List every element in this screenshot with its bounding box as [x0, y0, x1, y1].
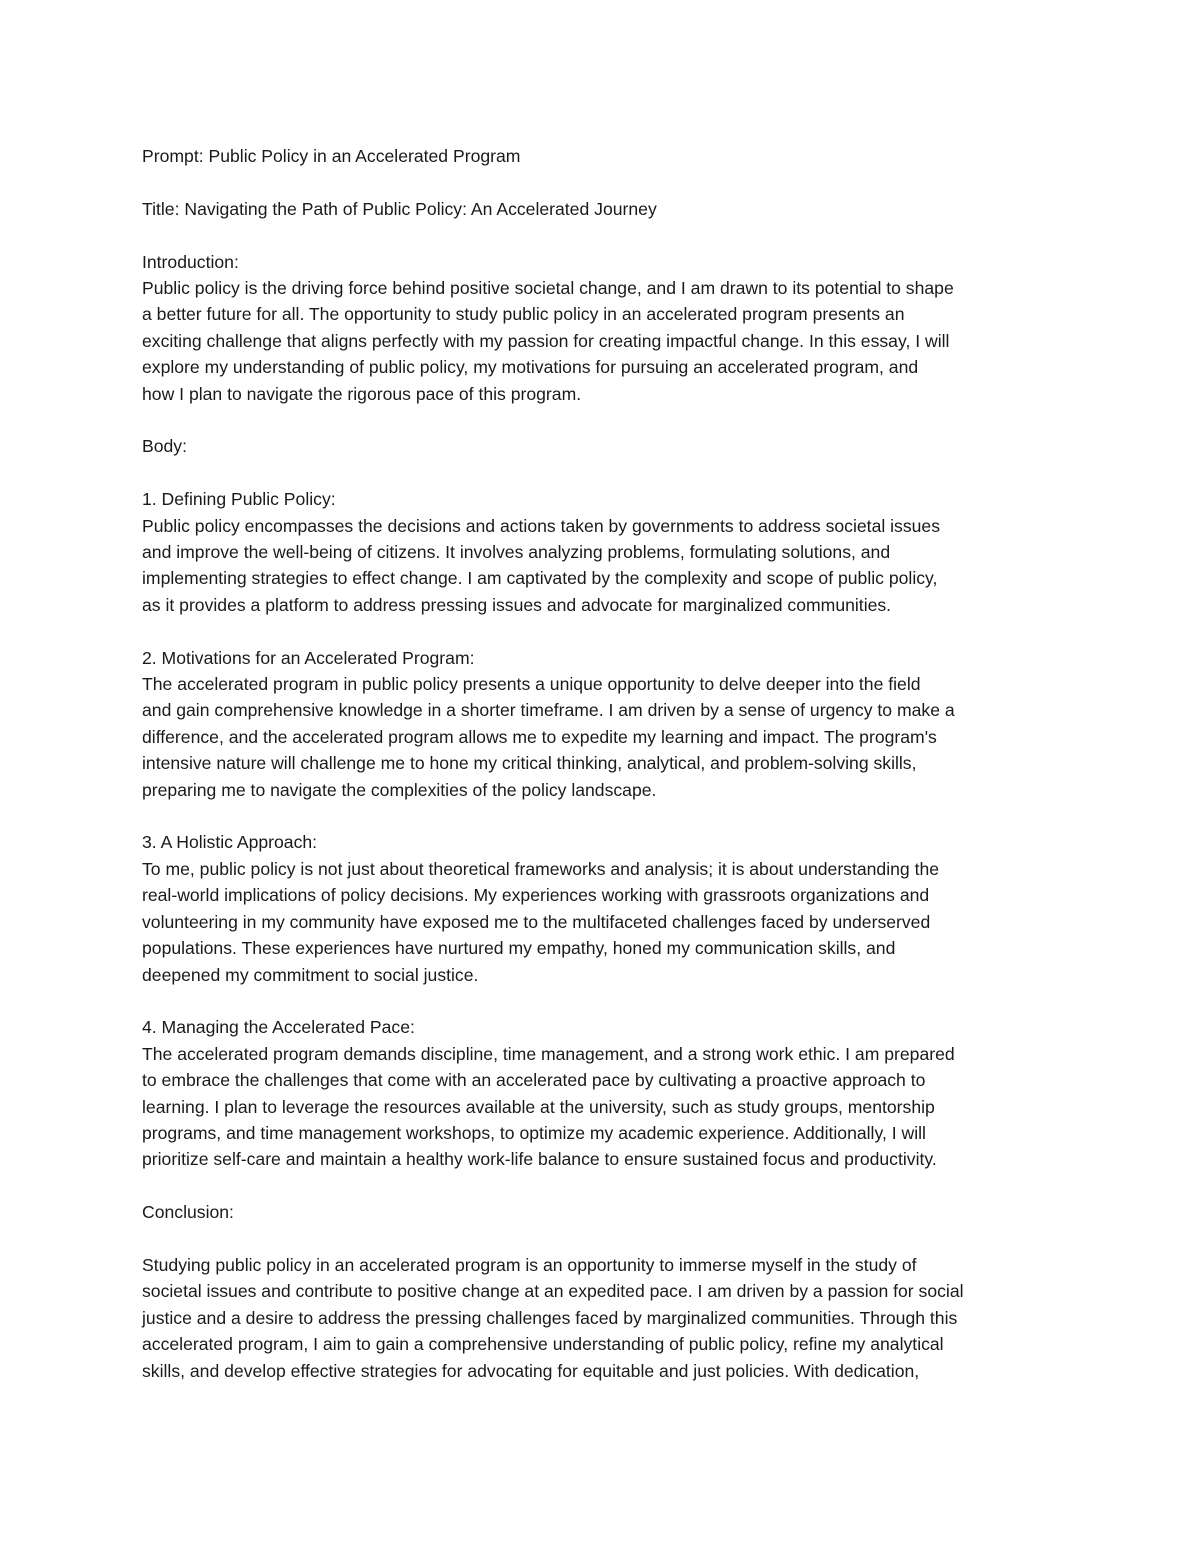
body-heading: Body: — [142, 436, 187, 457]
introduction-line: exciting challenge that aligns perfectly with my passion for creating impactful change. In this essay, I will — [142, 330, 950, 351]
prompt-line: Prompt: Public Policy in an Accelerated Program — [142, 146, 521, 166]
section-line: as it provides a platform to address pressing issues and advocate for marginalized communities. — [142, 594, 892, 615]
conclusion-line: skills, and develop effective strategies for advocating for equitable and just policies. With dedication, — [142, 1360, 920, 1381]
conclusion-line: accelerated program, I aim to gain a comprehensive understanding of public policy, refine my analytical — [142, 1334, 944, 1355]
section-line: populations. These experiences have nurtured my empathy, honed my communication skills, and — [142, 938, 896, 959]
section-line: intensive nature will challenge me to hone my critical thinking, analytical, and problem-solving skills, — [142, 753, 917, 774]
section-line: implementing strategies to effect change. I am captivated by the complexity and scope of public policy, — [142, 568, 938, 589]
introduction-heading: Introduction: — [142, 251, 239, 272]
section-heading: 2. Motivations for an Accelerated Program: — [142, 647, 475, 668]
section-line: to embrace the challenges that come with an accelerated pace by cultivating a proactive approach to — [142, 1070, 926, 1091]
section-line: programs, and time management workshops, to optimize my academic experience. Additionally, I will — [142, 1122, 926, 1143]
section-line: and improve the well-being of citizens. It involves analyzing problems, formulating solutions, and — [142, 542, 891, 563]
section-heading: 3. A Holistic Approach: — [142, 832, 318, 853]
section-line: and gain comprehensive knowledge in a shorter timeframe. I am driven by a sense of urgency to make a — [142, 700, 955, 721]
section-line: deepened my commitment to social justice. — [142, 964, 479, 985]
conclusion-line: Studying public policy in an accelerated program is an opportunity to immerse myself in the study of — [142, 1254, 917, 1275]
introduction-line: Public policy is the driving force behind positive societal change, and I am drawn to its potential to shape — [142, 278, 954, 298]
conclusion-line: societal issues and contribute to positive change at an expedited pace. I am driven by a passion for social — [142, 1281, 964, 1302]
introduction-line: a better future for all. The opportunity to study public policy in an accelerated program presents an — [142, 304, 905, 325]
section-heading: 4. Managing the Accelerated Pace: — [142, 1017, 415, 1038]
section-line: prioritize self-care and maintain a healthy work-life balance to ensure sustained focus and productivity. — [142, 1149, 937, 1170]
conclusion-heading: Conclusion: — [142, 1202, 234, 1223]
section-line: The accelerated program in public policy presents a unique opportunity to delve deeper into the field — [142, 674, 921, 695]
section-line: The accelerated program demands discipline, time management, and a strong work ethic. I am prepared — [142, 1043, 955, 1064]
section-line: learning. I plan to leverage the resources available at the university, such as study groups, mentorship — [142, 1096, 935, 1117]
introduction-line: explore my understanding of public policy, my motivations for pursuing an accelerated program, and — [142, 357, 919, 378]
essay-title: Title: Navigating the Path of Public Policy: An Accelerated Journey — [142, 198, 657, 219]
essay-body — [142, 143, 1067, 1384]
section-line: Public policy encompasses the decisions and actions taken by governments to address societal issues — [142, 515, 941, 536]
section-heading: 1. Defining Public Policy: — [142, 489, 336, 510]
section-line: preparing me to navigate the complexities of the policy landscape. — [142, 779, 657, 800]
conclusion-line: justice and a desire to address the pressing challenges faced by marginalized communities. Through this — [142, 1307, 958, 1328]
introduction-line: how I plan to navigate the rigorous pace of this program. — [142, 383, 582, 404]
section-line: difference, and the accelerated program allows me to expedite my learning and impact. The program's — [142, 726, 937, 747]
section-line: To me, public policy is not just about theoretical frameworks and analysis; it is about understanding the — [142, 858, 940, 879]
section-line: volunteering in my community have exposed me to the multifaceted challenges faced by underserved — [142, 911, 931, 932]
section-line: real-world implications of policy decisions. My experiences working with grassroots organizations and — [142, 885, 930, 906]
